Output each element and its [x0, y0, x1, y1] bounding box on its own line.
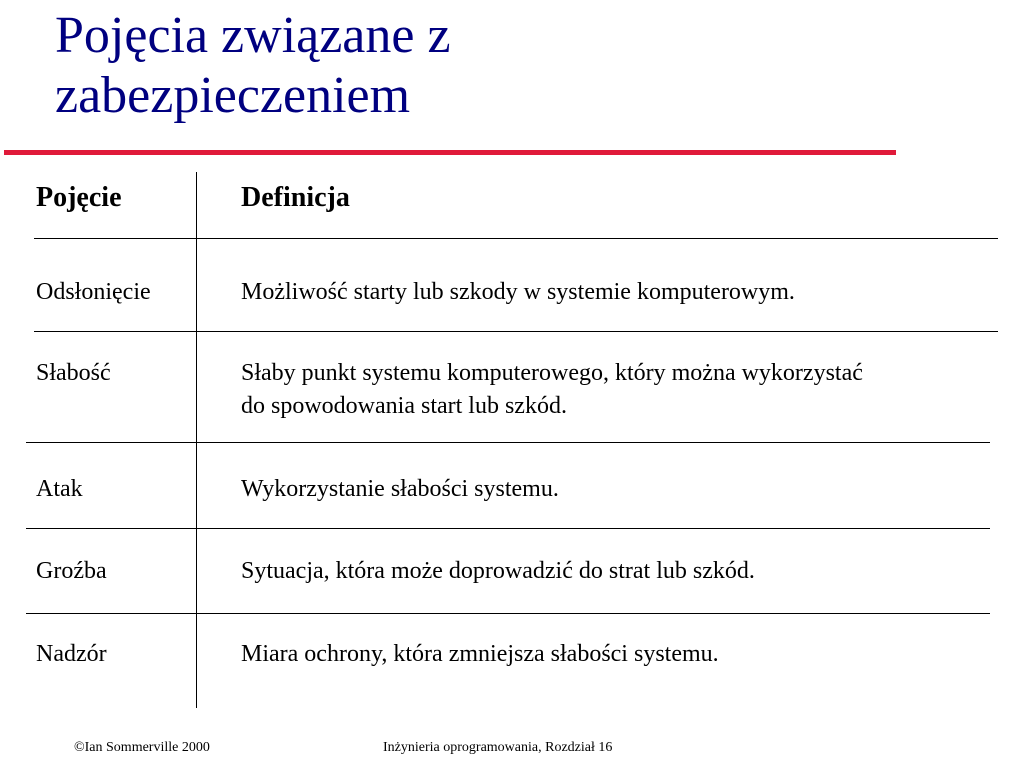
row-separator — [26, 613, 990, 614]
title-underline — [4, 150, 896, 155]
definition-cell: Miara ochrony, która zmniejsza słabości systemu. — [241, 641, 719, 667]
header-definition: Definicja — [241, 182, 350, 213]
term-cell: Słabość — [36, 360, 111, 386]
term-cell: Groźba — [36, 558, 107, 584]
definition-line: Słaby punkt systemu komputerowego, który można wykorzystać — [241, 360, 863, 386]
row-separator — [26, 528, 990, 529]
definition-line: do spowodowania start lub szkód. — [241, 393, 567, 419]
definition-cell: Sytuacja, która może doprowadzić do strat lub szkód. — [241, 558, 755, 584]
column-divider — [196, 172, 197, 708]
definition-cell — [241, 357, 863, 423]
footer-book-title: Inżynieria oprogramowania, Rozdział 16 — [383, 740, 613, 755]
slide-title-line-1: Pojęcia związane z — [55, 7, 451, 64]
definition-cell: Wykorzystanie słabości systemu. — [241, 476, 559, 502]
slide-title — [55, 6, 895, 126]
header-term: Pojęcie — [36, 182, 122, 213]
slide-title-line-2: zabezpieczeniem — [55, 67, 411, 124]
footer-copyright: ©Ian Sommerville 2000 — [74, 740, 210, 755]
row-separator — [34, 331, 998, 332]
term-cell: Atak — [36, 476, 83, 502]
definition-cell: Możliwość starty lub szkody w systemie komputerowym. — [241, 279, 795, 305]
row-separator — [34, 238, 998, 239]
term-cell: Odsłonięcie — [36, 279, 151, 305]
term-cell: Nadzór — [36, 641, 107, 667]
row-separator — [26, 442, 990, 443]
